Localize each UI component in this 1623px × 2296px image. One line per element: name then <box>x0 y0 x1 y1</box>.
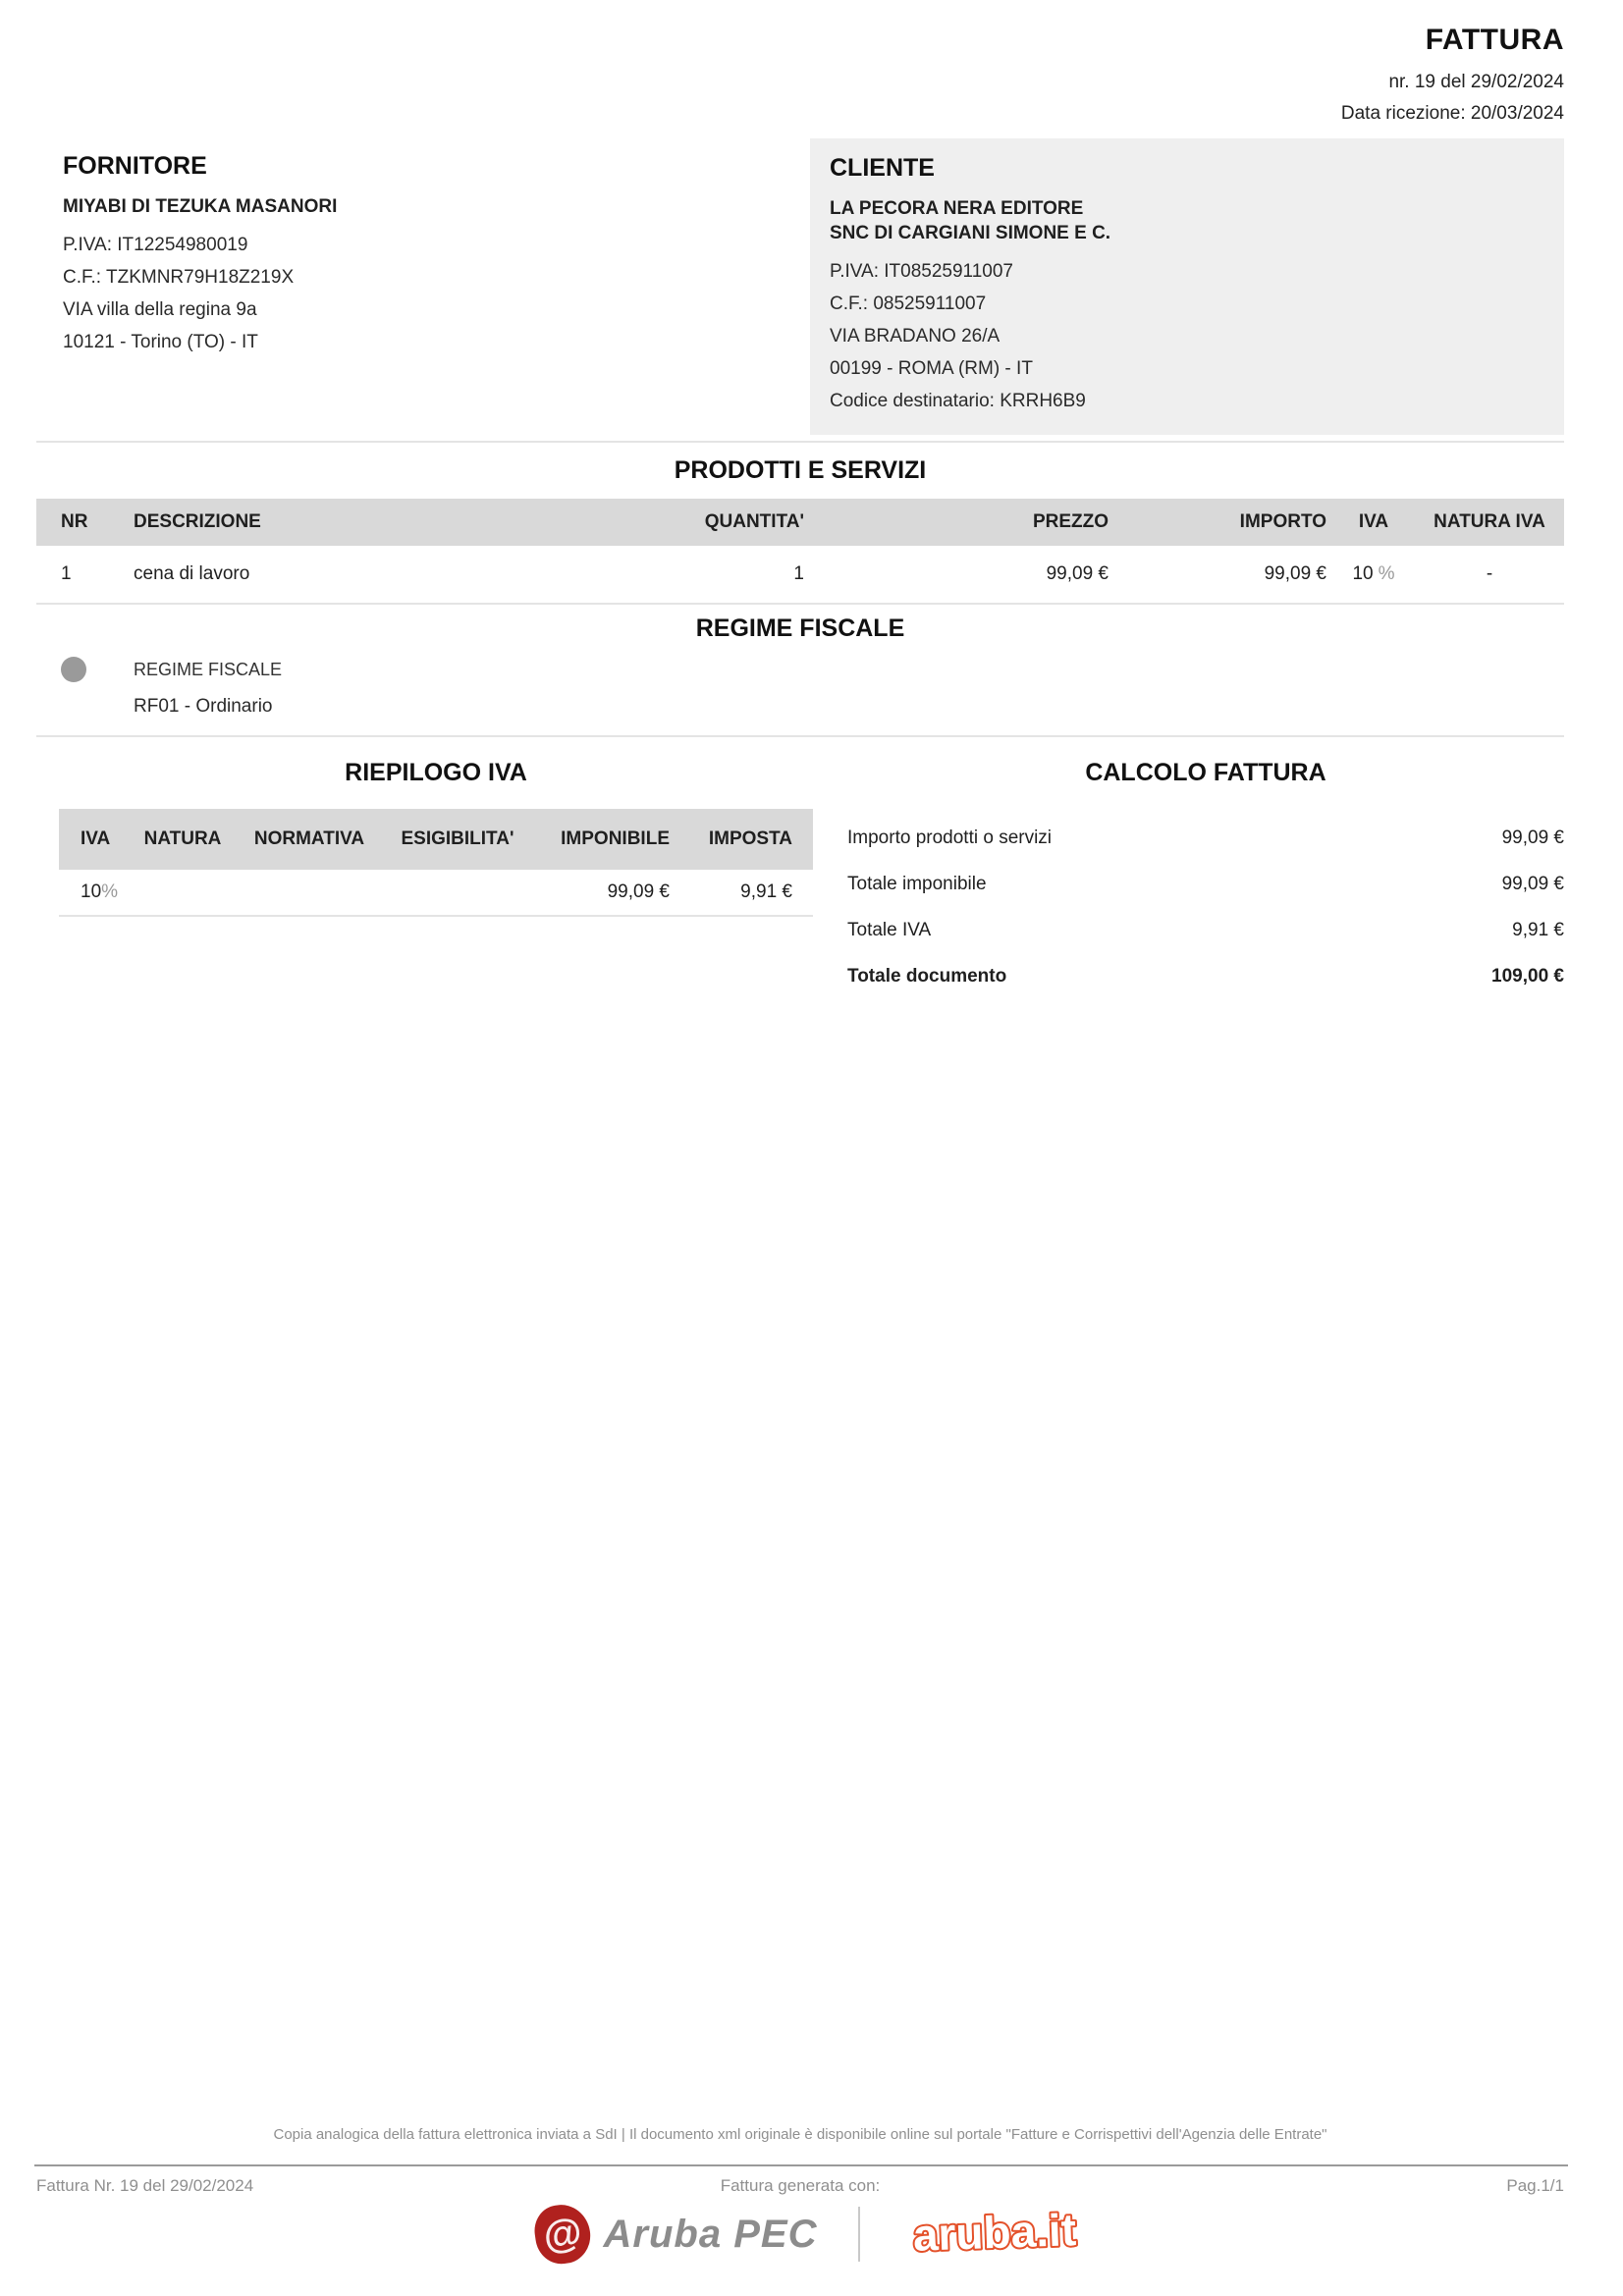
cell-nr: 1 <box>61 563 72 584</box>
vat-cell-esigibilita <box>383 870 532 915</box>
regime-label: REGIME FISCALE <box>134 659 283 679</box>
cell-natura-iva: - <box>1486 563 1493 584</box>
cell-iva <box>1326 546 1421 603</box>
vat-table-header-row <box>59 809 813 870</box>
parties-section <box>36 138 1564 435</box>
customer-address: VIA BRADANO 26/A <box>830 326 1001 347</box>
calc-value: 99,09 € <box>1501 874 1564 894</box>
col-header-iva: IVA <box>1326 499 1421 546</box>
customer-name-line1: LA PECORA NERA EDITORE <box>830 198 1084 219</box>
footer-logos <box>0 2202 1623 2296</box>
calc-value: 99,09 € <box>1501 828 1564 848</box>
customer-heading: CLIENTE <box>830 154 935 182</box>
cell-quantita: 1 <box>793 563 804 584</box>
customer-city: 00199 - ROMA (RM) - IT <box>830 358 1033 379</box>
bullet-circle-icon <box>61 657 86 682</box>
vat-col-imponibile: IMPONIBILE <box>532 809 670 870</box>
products-table <box>36 499 1564 603</box>
col-header-importo: IMPORTO <box>1109 499 1326 546</box>
iva-value: 10 <box>1352 563 1374 584</box>
col-header-nr: NR <box>36 499 109 546</box>
invoice-calculation-title: CALCOLO FATTURA <box>1085 759 1326 786</box>
aruba-it-logo <box>900 2199 1089 2270</box>
cell-prezzo: 99,09 € <box>1046 563 1109 584</box>
vat-summary-column <box>59 743 813 999</box>
vat-cell-natura <box>130 870 236 915</box>
supplier-city: 10121 - Torino (TO) - IT <box>63 332 258 352</box>
calc-row-products-amount <box>847 815 1564 861</box>
regime-section-title: REGIME FISCALE <box>695 614 905 642</box>
customer-panel <box>810 138 1564 435</box>
vat-summary-title: RIEPILOGO IVA <box>345 759 527 786</box>
vat-cell-iva <box>59 870 130 915</box>
customer-name-line2: SNC DI CARGIANI SIMONE E C. <box>830 223 1111 243</box>
vat-col-iva: IVA <box>59 809 130 870</box>
vat-cell-imposta: 9,91 € <box>740 881 792 902</box>
products-table-row <box>36 546 1564 603</box>
calc-value: 109,00 € <box>1491 966 1564 987</box>
divider <box>36 735 1564 737</box>
regime-value: RF01 - Ordinario <box>134 696 273 717</box>
supplier-address: VIA villa della regina 9a <box>63 299 257 320</box>
percent-sign: % <box>101 881 119 902</box>
document-header <box>36 0 1564 125</box>
logo-divider <box>858 2207 860 2262</box>
legal-note: Copia analogica della fattura elettronica inviata a SdI | Il documento xml originale è disponibile online sul portale "Fatture e Corrispettivi dell'Agenzia delle Entrate" <box>273 2126 1327 2143</box>
calc-label: Totale IVA <box>847 920 932 940</box>
supplier-vat: P.IVA: IT12254980019 <box>63 235 248 255</box>
vat-rate-value: 10 <box>81 881 102 902</box>
col-header-natura-iva: NATURA IVA <box>1421 499 1564 546</box>
supplier-panel <box>36 138 773 435</box>
vat-col-natura: NATURA <box>130 809 236 870</box>
aruba-it-label: aruba.it <box>912 2204 1078 2261</box>
calc-label: Totale imponibile <box>847 874 987 894</box>
customer-recipient-code: Codice destinatario: KRRH6B9 <box>830 391 1086 411</box>
footer-divider <box>34 2164 1568 2166</box>
invoice-number-line: nr. 19 del 29/02/2024 <box>1388 72 1564 92</box>
divider <box>59 915 813 917</box>
vat-col-esigibilita: ESIGIBILITA' <box>383 809 532 870</box>
summary-section <box>36 743 1564 999</box>
cell-importo: 99,09 € <box>1264 563 1326 584</box>
supplier-fiscal-code: C.F.: TZKMNR79H18Z219X <box>63 267 295 288</box>
calc-row-taxable-total <box>847 861 1564 907</box>
col-header-descrizione: DESCRIZIONE <box>109 499 529 546</box>
aruba-pec-logo <box>535 2205 818 2264</box>
customer-fiscal-code: C.F.: 08525911007 <box>830 294 987 314</box>
vat-col-imposta: IMPOSTA <box>670 809 813 870</box>
footer-generated-with: Fattura generata con: <box>720 2176 881 2195</box>
calc-label: Totale documento <box>847 966 1007 987</box>
calc-label: Importo prodotti o servizi <box>847 828 1053 848</box>
col-header-quantita: QUANTITA' <box>529 499 804 546</box>
footer-invoice-ref: Fattura Nr. 19 del 29/02/2024 <box>36 2176 254 2195</box>
calc-row-document-total <box>847 953 1564 999</box>
customer-vat: P.IVA: IT08525911007 <box>830 261 1013 282</box>
percent-sign: % <box>1378 563 1395 584</box>
supplier-heading: FORNITORE <box>63 152 207 180</box>
supplier-name: MIYABI DI TEZUKA MASANORI <box>63 196 338 217</box>
invoice-calculation-column <box>847 743 1564 999</box>
page-footer <box>0 2126 1623 2296</box>
cell-descrizione: cena di lavoro <box>134 563 250 584</box>
vat-table-row <box>59 870 813 915</box>
vat-cell-normativa <box>236 870 383 915</box>
footer-page-indicator: Pag.1/1 <box>1506 2176 1564 2195</box>
calc-row-vat-total <box>847 907 1564 953</box>
vat-summary-table <box>59 809 813 915</box>
aruba-pec-label: Aruba PEC <box>603 2212 818 2256</box>
footer-bar <box>36 2176 1564 2196</box>
vat-col-normativa: NORMATIVA <box>236 809 383 870</box>
reception-date-line: Data ricezione: 20/03/2024 <box>1340 103 1564 124</box>
calc-value: 9,91 € <box>1512 920 1564 940</box>
at-glyph: @ <box>540 2210 584 2259</box>
regime-fiscale-block <box>36 651 1564 735</box>
products-table-header-row <box>36 499 1564 546</box>
col-header-prezzo: PREZZO <box>804 499 1109 546</box>
products-section-title: PRODOTTI E SERVIZI <box>674 456 927 484</box>
vat-cell-imponibile: 99,09 € <box>607 881 670 902</box>
document-title: FATTURA <box>1425 24 1564 56</box>
wax-seal-at-icon <box>531 2201 594 2267</box>
